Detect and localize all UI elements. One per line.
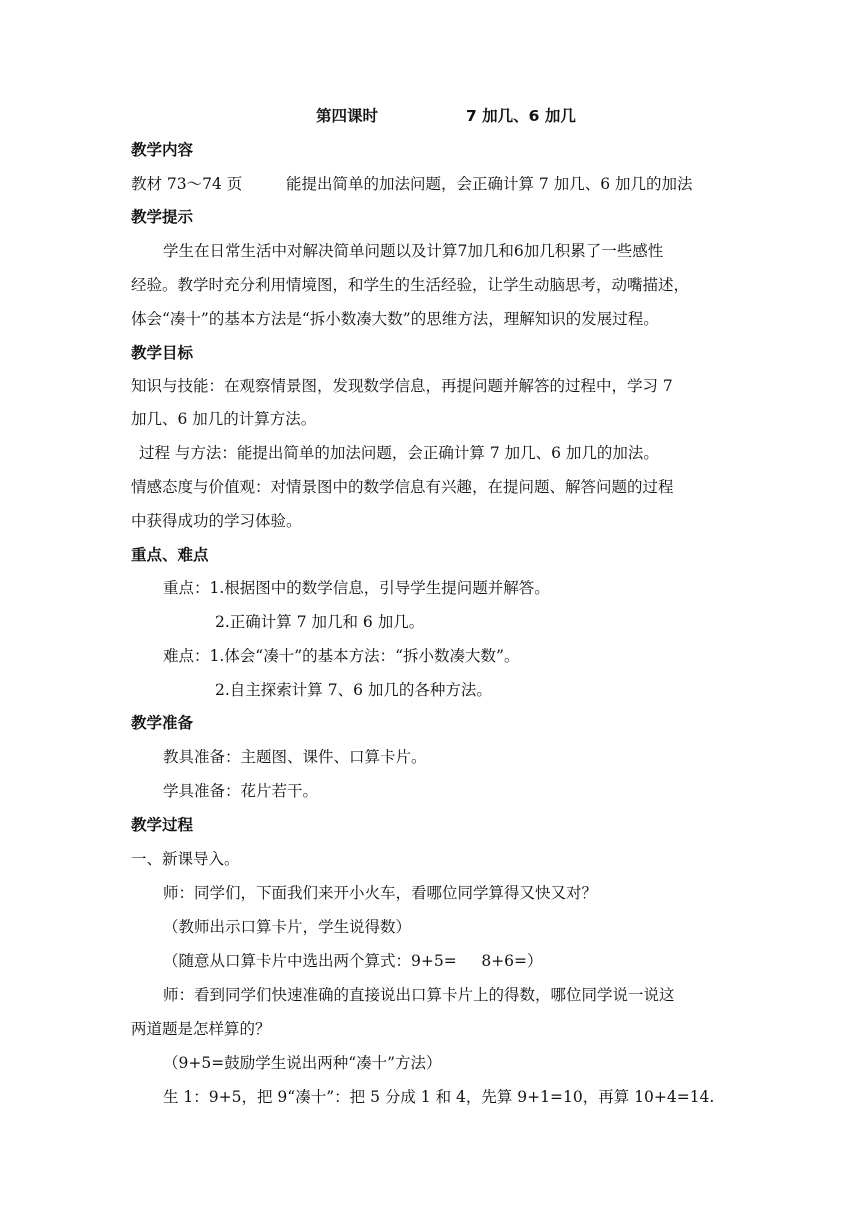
section-heading-key-points: 重点、难点 — [131, 546, 209, 564]
prep-line: 学具准备：花片若干。 — [163, 782, 319, 800]
process-line: （随意从口算卡片中选出两个算式：9+5= 8+6=） — [163, 952, 543, 970]
goals-line: 过程 与方法：能提出简单的加法问题，会正确计算 7 加几、6 加几的加法。 — [139, 444, 659, 462]
goals-line: 加几、6 加几的计算方法。 — [131, 410, 317, 428]
section-heading-hint: 教学提示 — [131, 208, 194, 226]
section-heading-prep: 教学准备 — [131, 714, 194, 732]
prep-line: 教具准备：主题图、课件、口算卡片。 — [163, 748, 427, 766]
lesson-number: 第四课时 — [316, 107, 379, 125]
lesson-topic: 7 加几、6 加几 — [466, 107, 576, 125]
process-line: 师：看到同学们快速准确的直接说出口算卡片上的得数，哪位同学说一说这 — [163, 986, 675, 1004]
process-line: （9+5=鼓励学生说出两种“凑十”方法） — [163, 1054, 442, 1072]
section-heading-goals: 教学目标 — [131, 344, 194, 362]
difficulty-line: 难点：1.体会“凑十”的基本方法：“拆小数凑大数”。 — [163, 647, 520, 665]
goals-line: 知识与技能：在观察情景图，发现数学信息，再提问题并解答的过程中，学习 7 — [131, 377, 673, 395]
process-line: （教师出示口算卡片，学生说得数） — [163, 918, 412, 936]
process-line: 师：同学们，下面我们来开小火车，看哪位同学算得又快又对？ — [163, 884, 598, 902]
hint-line: 学生在日常生活中对解决简单问题以及计算7加几和6加几积累了一些感性 — [163, 242, 664, 260]
section-heading-content: 教学内容 — [131, 141, 194, 159]
process-line: 生 1：9+5，把 9“凑十”：把 5 分成 1 和 4，先算 9+1=10，再算 10+4=14. — [163, 1088, 715, 1106]
difficulty-line: 2.自主探索计算 7、6 加几的各种方法。 — [215, 681, 492, 699]
content-summary: 能提出简单的加法问题，会正确计算 7 加几、6 加几的加法 — [286, 175, 693, 193]
hint-line: 经验。教学时充分利用情境图，和学生的生活经验，让学生动脑思考，动嘴描述， — [131, 276, 690, 294]
goals-line: 中获得成功的学习体验。 — [131, 512, 302, 530]
hint-line: 体会“凑十”的基本方法是“拆小数凑大数”的思维方法，理解知识的发展过程。 — [131, 310, 659, 328]
goals-line: 情感态度与价值观：对情景图中的数学信息有兴趣，在提问题、解答问题的过程 — [131, 478, 674, 496]
material-pages: 教材 73～74 页 — [131, 175, 243, 193]
section-heading-process: 教学过程 — [131, 816, 194, 834]
process-line: 两道题是怎样算的？ — [131, 1020, 271, 1038]
process-line: 一、新课导入。 — [131, 850, 240, 868]
key-point-line: 2.正确计算 7 加几和 6 加几。 — [215, 613, 425, 631]
key-point-line: 重点：1.根据图中的数学信息，引导学生提问题并解答。 — [163, 579, 550, 597]
